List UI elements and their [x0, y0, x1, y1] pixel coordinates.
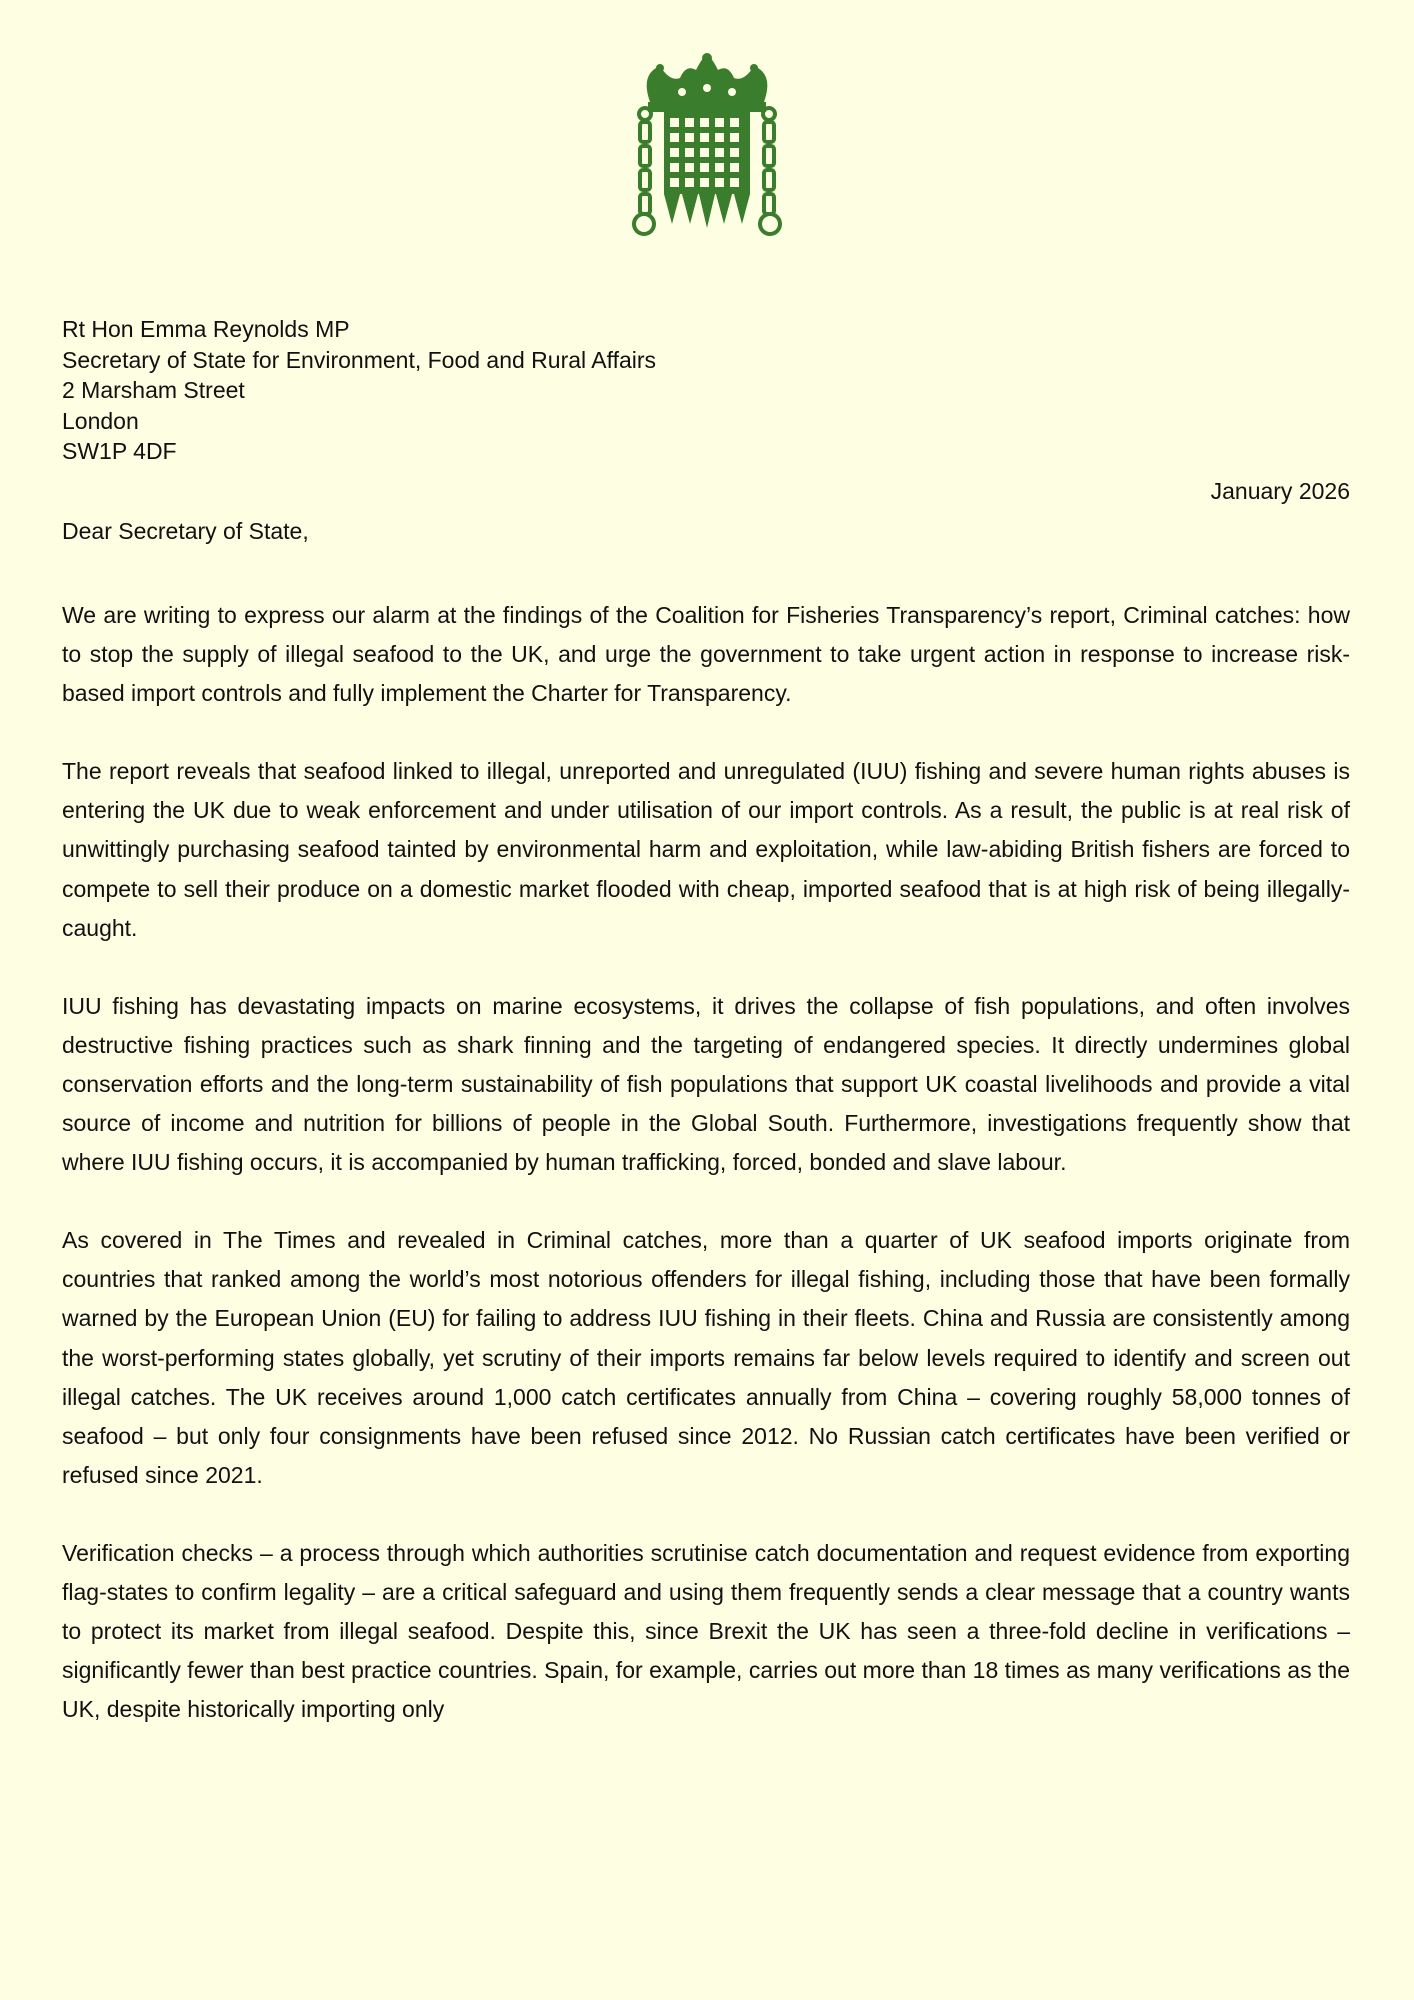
letter-body	[62, 596, 1350, 1768]
body-paragraph: As covered in The Times and revealed in Criminal catches, more than a quarter of UK seafood imports originate from countries that ranked among the world’s most notorious offenders for illegal fishing, including those that have been formally warned by the European Union (EU) for failing to address IUU fishing in their fleets. China and Russia are consistently among the worst-performing states globally, yet scrutiny of their imports remains far below levels required to identify and screen out illegal catches. The UK receives around 1,000 catch certificates annually from China – covering roughly 58,000 tonnes of seafood – but only four consignments have been refused since 2012. No Russian catch certificates have been verified or refused since 2021.	[62, 1227, 1350, 1488]
recipient-title: Secretary of State for Environment, Food and Rural Affairs	[62, 346, 657, 373]
recipient-street: 2 Marsham Street	[62, 377, 245, 403]
body-paragraph: IUU fishing has devastating impacts on marine ecosystems, it drives the collapse of fish populations, and often involves destructive fishing practices such as shark finning and the targeting of endangered species. It directly undermines global conservation efforts and the long-term sustainability of fish populations that support UK coastal livelihoods and provide a vital source of income and nutrition for billions of people in the Global South. Furthermore, investigations frequently show that where IUU fishing occurs, it is accompanied by human trafficking, forced, bonded and slave labour.	[62, 992, 1350, 1176]
recipient-name: Rt Hon Emma Reynolds MP	[62, 316, 350, 342]
letter-date: January 2026	[1210, 478, 1350, 504]
recipient-city: London	[62, 407, 139, 434]
recipient-postcode: SW1P 4DF	[62, 438, 177, 464]
body-paragraph: We are writing to express our alarm at the findings of the Coalition for Fisheries Transparency’s report, Criminal catches: how to stop the supply of illegal seafood to the UK, and urge the government to take urgent action in response to increase risk-based import controls and fully implement the Charter for Transparency.	[62, 602, 1350, 707]
body-paragraph: Verification checks – a process through which authorities scrutinise catch documentation and request evidence from exporting flag-states to confirm legality – are a critical safeguard and using them frequently sends a clear message that a country wants to protect its market from illegal seafood. Despite this, since Brexit the UK has seen a three-fold decline in verifications – significantly fewer than best practice countries. Spain, for example, carries out more than 18 times as many verifications as the UK, despite historically importing only	[62, 1539, 1350, 1723]
recipient-address	[62, 314, 656, 467]
salutation: Dear Secretary of State,	[62, 518, 309, 544]
body-paragraph: The report reveals that seafood linked to illegal, unreported and unregulated (IUU) fishing and severe human rights abuses is entering the UK due to weak enforcement and under utilisation of our import controls. As a result, the public is at real risk of unwittingly purchasing seafood tainted by environmental harm and exploitation, while law-abiding British fishers are forced to compete to sell their produce on a domestic market flooded with cheap, imported seafood that is at high risk of being illegally-caught.	[62, 758, 1350, 941]
portcullis-crest-icon	[630, 52, 784, 238]
